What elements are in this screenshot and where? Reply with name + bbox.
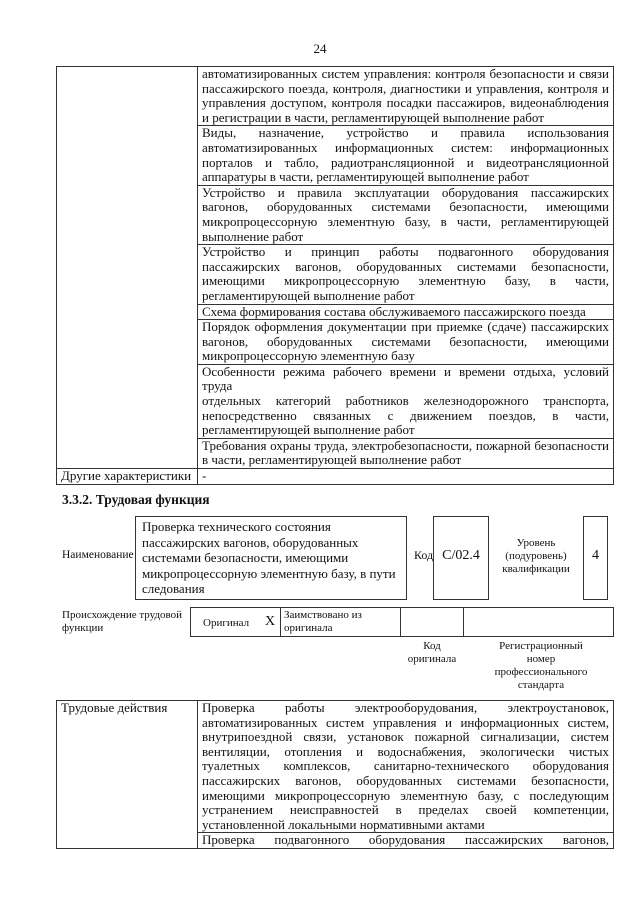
knowledge-item [198,185,614,244]
text-line: и регистрации в части, регламентирующей выполнение работ [202,109,544,125]
text-line: (подуровень) [505,550,567,562]
label-cell [57,438,198,468]
level-label [496,537,576,576]
table-row [57,304,614,320]
text-line: автоматизированных систем управления и информационных систем, [202,714,609,730]
table-row [57,701,614,833]
text-line: регламентирующей выполнение работ [202,287,415,303]
label-cell [57,320,198,365]
label-cell: Трудовые действия [57,701,198,849]
other-value: - [198,469,614,485]
other-characteristics-row [57,469,614,485]
text-line: оригинала [284,622,333,634]
text-line: управления доступом, контроля посадки пассажиров, видеонаблюдения [202,95,609,111]
knowledge-item [198,245,614,304]
label-cell [57,67,198,126]
table-row [57,438,614,468]
code-label: Код [414,548,434,562]
text-line: Виды, назначение, устройство и правила использования [202,125,609,141]
text-line: профессионального [494,666,588,678]
code-value-box [433,516,489,600]
label-cell [57,126,198,185]
text-line: пассажирских вагонов, оборудованных [142,534,359,550]
divider [280,607,281,637]
code-value: C/02.4 [442,548,480,563]
knowledge-item [198,126,614,185]
level-value-box [583,516,608,600]
label-cell [57,304,198,320]
text-line: выполнение работ [202,228,304,244]
text-line: Устройство и принцип работы подвагонного оборудования [202,244,609,260]
reg-number-caption [484,640,598,692]
knowledge-item [198,67,614,126]
text-line: квалификации [502,563,570,575]
original-label: Оригинал [203,617,250,629]
text-line: устранением неисправностей в пределах своей компетенции, [202,802,609,818]
page-number: 24 [313,41,327,56]
code-original-caption [400,640,464,666]
knowledge-item [198,438,614,468]
text-line: имеющими микропроцессорную элементную базу, в части, [202,273,609,289]
text-line: вагонов, оборудованных системами безопасности, имеющими [202,333,609,349]
table-row [57,185,614,244]
text-line: системами безопасности, имеющими [142,550,349,565]
text-line: Требования охраны труда, электробезопасности, пожарной безопасности [202,437,609,453]
text-line: непосредственно связанных с движением поездов, в части, [202,407,609,423]
text-line: Заимствовано из [284,609,362,621]
table-row [57,245,614,304]
text-line: автоматизированных информационных систем: информационных [202,139,609,155]
name-label: Наименование [62,549,134,561]
text-line: стандарта [517,679,565,691]
text-line: Происхождение трудовой [62,609,183,621]
text-line: внутрипоездной связи, установок пожарной сигнализации, систем [202,729,609,745]
text-line: вентиляции, отопления и водоснабжения, экологически чистых [202,743,609,759]
text-line: установленной локальными нормативными актами [202,816,485,832]
knowledge-item [198,364,614,438]
actions-table [56,700,614,849]
text-line: Проверка подвагонного оборудования пассажирских вагонов, [202,832,609,848]
text-line: вагонов, оборудованных системами безопасности, имеющими [202,199,609,215]
text-line: оригинала [407,653,457,665]
text-line: туалетных комплексов, санитарно-технического оборудования [202,758,609,774]
knowledge-item [198,320,614,365]
table-row [57,67,614,126]
text-line: Проверка работы электрооборудования, электроустановок, [202,700,609,715]
label-cell [57,364,198,438]
text-line: Схема формирования состава обслуживаемого пассажирского поезда [202,303,586,319]
text-line: Порядок оформления документации при приемке (сдаче) пассажирских [202,319,609,335]
divider [400,607,401,637]
original-mark: X [265,614,276,629]
text-line: пассажирского поезда, контроля, диагностики и управления, контроля и [202,80,609,96]
text-line: порталов и табло, радиотрансляционной и видеотрансляционной [202,154,609,170]
function-name-box [135,516,407,600]
table-row [57,320,614,365]
text-line: номер [526,653,556,665]
text-line: Уровень [516,537,556,549]
action-item [198,701,614,833]
knowledge-item [198,304,614,320]
section-heading: 3.3.2. Трудовая функция [62,492,210,507]
table-row [57,364,614,438]
text-line: в части, регламентирующей выполнение работ [202,452,462,468]
text-line: пассажирских вагонов, оборудованных системами безопасности, [202,258,609,274]
table-row [57,126,614,185]
text-line: аппаратуры в части, регламентирующей выполнение работ [202,169,529,185]
text-line: микропроцессорную элементную базу, в пути [142,565,396,581]
label-cell [57,245,198,304]
text-line: функции [62,622,104,634]
text-line: отдельных категорий работников железнодорожного транспорта, [202,393,609,409]
origin-table [190,607,614,637]
text-line: микропроцессорную элементную базу, в части, регламентирующей [202,213,609,229]
divider [463,607,464,637]
level-value: 4 [592,548,599,563]
other-label: Другие характеристики [57,469,198,485]
text-line: автоматизированных систем управления: контроля безопасности и связи [202,66,609,81]
text-line: имеющими микропроцессорную элементную базу, с последующим [202,787,609,803]
label-cell [57,185,198,244]
text-line: следования [142,581,205,596]
text-line: микропроцессорную элементную базу [202,348,415,364]
knowledge-table [56,66,614,485]
action-item [198,833,614,849]
origin-label [62,609,182,635]
text-line: Особенности режима рабочего времени и времени отдыха, условий труда [202,363,609,394]
text-line: Устройство и правила эксплуатации оборудования пассажирских [202,184,609,200]
borrowed-label [284,609,362,635]
text-line: Код [423,640,441,652]
text-line: регламентирующей выполнение работ [202,422,415,438]
text-line: Регистрационный [499,640,583,652]
text-line: Проверка технического состояния [142,519,331,534]
text-line: пассажирских вагонов, оборудованных системами безопасности, [202,772,609,788]
